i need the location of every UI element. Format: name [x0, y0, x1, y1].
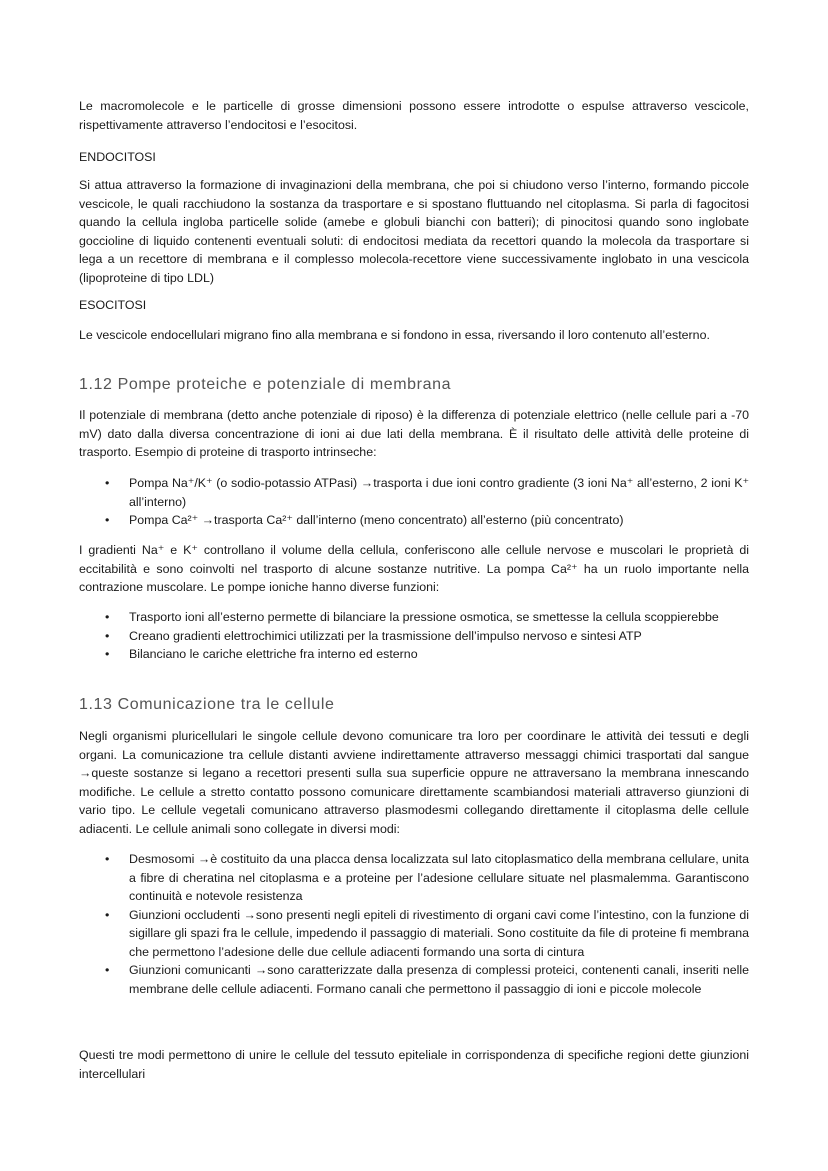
endocitosi-paragraph: Si attua attraverso la formazione di invaginazioni della membrana, che poi si chiudono verso l’interno, formando piccole vescicole, le quali racchiudono la sostanza da trasportare e si spostano fluttuando nel citoplasma. Si parla di fagocitosi quando la cellula ingloba particelle solide (amebe e globuli bianchi con batteri); di pinocitosi quando sono inglobate goccioline di liquido contenenti eventuali soluti: di endocitosi mediata da recettori quando la molecola da trasportare si lega a un recettore di membrana e il complesso molecola-recettore viene successivamente inglobato in una vescicola (lipoproteine di tipo LDL): [79, 178, 749, 285]
pump-functions-list: [79, 608, 749, 664]
bullet-icon: •: [105, 476, 110, 490]
list-item: [79, 850, 749, 906]
bullet-icon: •: [105, 610, 110, 624]
list-item: [79, 645, 749, 664]
list-item: [79, 906, 749, 962]
section-heading-1-13: 1.13 Comunicazione tra le cellule: [79, 696, 335, 713]
list-item-text: Trasporto ioni all’esterno permette di bilanciare la pressione osmotica, se smettesse la cellula scoppierebbe: [129, 610, 719, 624]
intro-paragraph: Le macromolecole e le particelle di grosse dimensioni possono essere introdotte o espulse attraverso vescicole, rispettivamente attraverso l’endocitosi e l’esocitosi.: [79, 99, 749, 132]
bullet-icon: •: [105, 628, 110, 643]
gradients-paragraph: I gradienti Na⁺ e K⁺ controllano il volume della cellula, conferiscono alle cellule nervose e muscolari le proprietà di eccitabilità e sono coinvolti nel trasporto di alcune sostanze nutritive. La pompa Ca²⁺ ha un ruolo importante nella contrazione muscolare. Le pompe ioniche hanno diverse funzioni:: [79, 543, 749, 594]
membrane-potential-paragraph: Il potenziale di membrana (detto anche potenziale di riposo) è la differenza di potenziale elettrico (nelle cellule pari a -70 mV) dato dalla diversa concentrazione di ioni ai due lati della membrana. È il risultato delle attività delle proteine di trasporto. Esempio di proteine di trasporto intrinseche:: [79, 408, 749, 459]
list-item: [79, 474, 749, 511]
list-item: [79, 511, 749, 530]
list-item-text: Giunzioni comunicanti →sono caratterizzate dalla presenza di complessi proteici, contenenti canali, inseriti nelle membrane delle cellule adiacenti. Formano canali che permettono il passaggio di ioni e piccole molecole: [129, 963, 749, 996]
list-item-text: Pompa Na⁺/K⁺ (o sodio-potassio ATPasi) →trasporta i due ioni contro gradiente (3 ioni Na⁺ all’esterno, 2 ioni K⁺ all’interno): [129, 476, 749, 509]
endocitosi-heading: ENDOCITOSI: [79, 150, 156, 164]
closing-paragraph: Questi tre modi permettono di unire le cellule del tessuto epiteliale in corrispondenza di specifiche regioni dette giunzioni intercellulari: [79, 1048, 749, 1081]
bullet-icon: •: [105, 963, 110, 977]
list-item-text: Creano gradienti elettrochimici utilizzati per la trasmissione dell’impulso nervoso e sintesi ATP: [129, 628, 642, 643]
section-heading-1-12: 1.12 Pompe proteiche e potenziale di membrana: [79, 376, 452, 393]
list-item-text: Bilanciano le cariche elettriche fra interno ed esterno: [129, 647, 418, 661]
list-item: [79, 627, 749, 646]
communication-paragraph: Negli organismi pluricellulari le singole cellule devono comunicare tra loro per coordinare le attività dei tessuti e degli organi. La comunicazione tra cellule distanti avviene indirettamente attraverso messaggi chimici trasportati dal sangue →queste sostanze si legano a recettori presenti sulla sua superficie oppure ne attraversano la membrana innescando modifiche. Le cellule a stretto contatto possono comunicare direttamente scambiandosi materiali attraverso giunzioni di vario tipo. Le cellule vegetali comunicano attraverso plasmodesmi collegando direttamente il citoplasma delle cellule adiacenti. Le cellule animali sono collegate in diversi modi:: [79, 729, 749, 836]
list-item-text: Desmosomi →è costituito da una placca densa localizzata sul lato citoplasmatico della membrana cellulare, unita a fibre di cheratina nel citoplasma e a proteine per l’adesione cellulare situate nel plasmalemma. Garantiscono continuità e notevole resistenza: [129, 852, 749, 903]
list-item: [79, 608, 749, 627]
esocitosi-heading: ESOCITOSI: [79, 298, 147, 312]
bullet-icon: •: [105, 513, 110, 527]
list-item-text: Pompa Ca²⁺ →trasporta Ca²⁺ dall’interno (meno concentrato) all’esterno (più concentrato): [129, 513, 624, 527]
bullet-icon: •: [105, 852, 110, 866]
bullet-icon: •: [105, 647, 110, 661]
list-item-text: Giunzioni occludenti →sono presenti negli epiteli di rivestimento di organi cavi come l’intestino, con la funzione di sigillare gli spazi fra le cellule, impedendo il passaggio di materiali. Sono costituite da file di proteine fi membrana che permettono l’adesione delle due cellule adiacenti formando una sorta di cintura: [129, 907, 749, 959]
pump-list: [79, 474, 749, 530]
esocitosi-paragraph: Le vescicole endocellulari migrano fino alla membrana e si fondono in essa, riversando il loro contenuto all’esterno.: [79, 328, 710, 342]
list-item: [79, 961, 749, 998]
junctions-list: [79, 850, 749, 998]
bullet-icon: •: [105, 907, 110, 922]
